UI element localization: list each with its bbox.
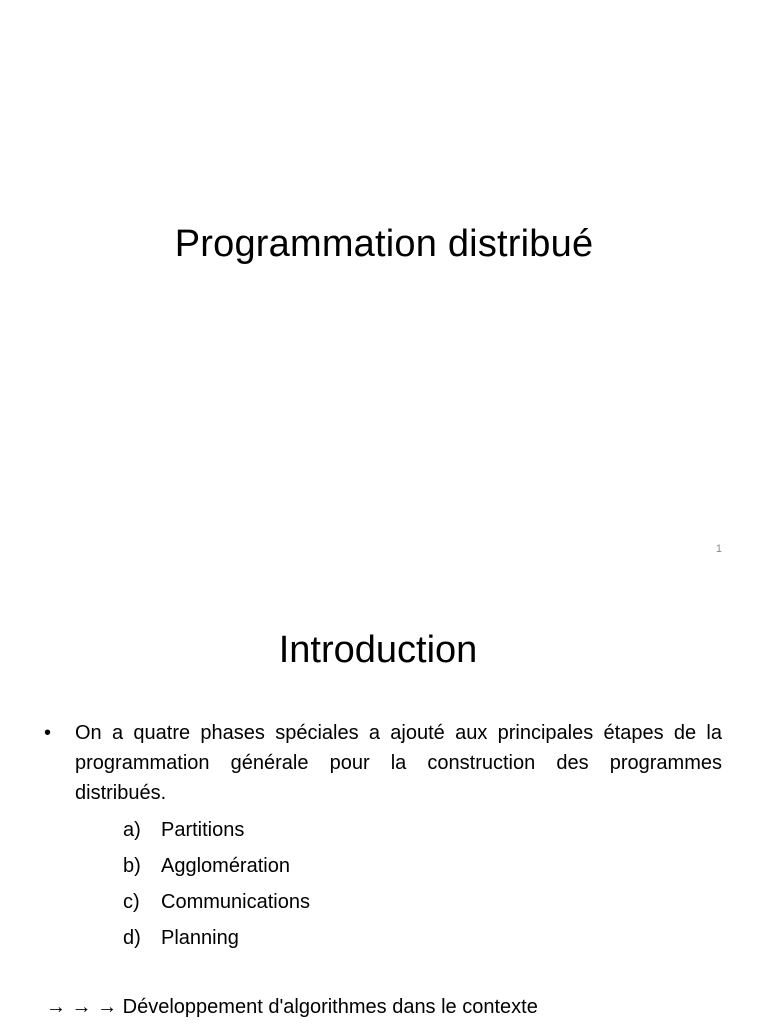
list-item-letter: c) <box>123 890 140 913</box>
bullet-icon: • <box>44 722 52 744</box>
list-item-letter: b) <box>123 854 141 877</box>
list-item-label: Communications <box>161 890 310 913</box>
slide-introduction <box>0 576 768 1024</box>
list-item <box>44 848 722 884</box>
slide-heading: Introduction <box>278 629 478 671</box>
bullet-block <box>44 718 722 956</box>
page-number: 1 <box>715 543 722 555</box>
list-item-label: Agglomération <box>161 854 290 877</box>
phase-list <box>44 812 722 956</box>
list-item-label: Planning <box>161 926 239 949</box>
list-item-letter: d) <box>123 926 141 949</box>
list-item <box>44 884 722 920</box>
presentation-title: Programmation distribué <box>174 223 594 265</box>
list-item-label: Partitions <box>161 818 245 841</box>
list-item-letter: a) <box>123 818 141 841</box>
list-item <box>44 812 722 848</box>
bullet-text: On a quatre phases spéciales a ajouté aux principales étapes de la programmation générale pour la construction des programmes distribués. <box>75 722 722 804</box>
bullet-item <box>44 718 722 808</box>
list-item <box>44 920 722 956</box>
development-line: → → → Développement d'algorithmes dans le contexte <box>46 996 538 1018</box>
